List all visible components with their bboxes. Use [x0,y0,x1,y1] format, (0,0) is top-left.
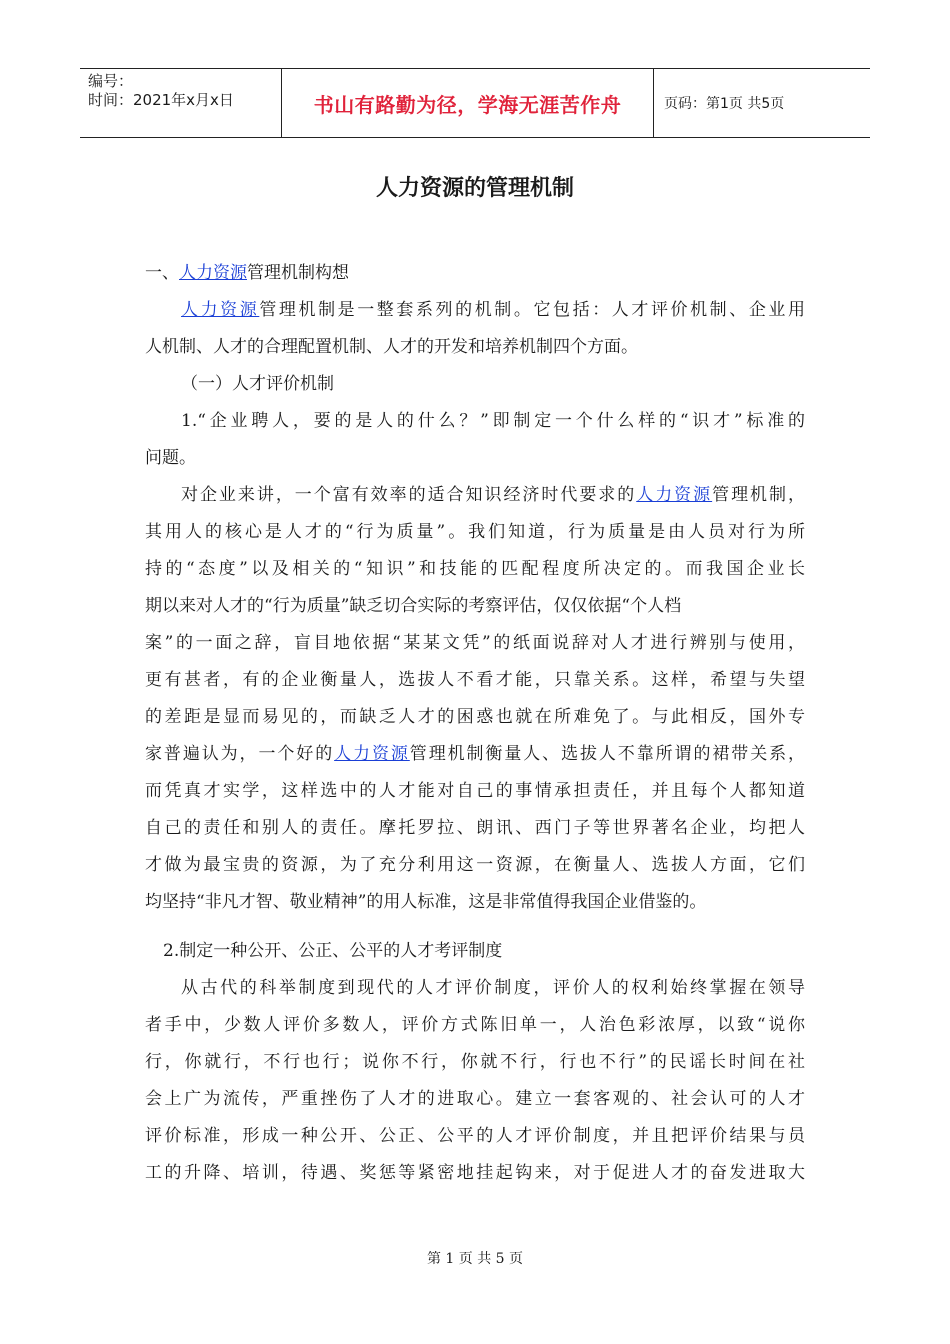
paragraph-line: 评价标准，形成一种公开、公正、公平的人才评价制度，并且把评价结果与员 [145,1126,805,1146]
paragraph-line: 工的升降、培训，待遇、奖惩等紧密地挂起钩来，对于促进人才的奋发进取大 [145,1163,805,1183]
hr-link[interactable]: 人力资源 [636,485,713,505]
text-span: 对企业来讲，一个富有效率的适合知识经济时代要求的 [181,485,637,505]
paragraph-line: 问题。 [145,448,196,468]
header-table [80,68,870,138]
text-span: 管理机制衡量人、选拔人不靠所谓的裙带关系， [409,744,806,764]
hr-link[interactable]: 人力资源 [181,300,260,320]
header-right-cell [654,69,870,137]
paragraph-line [145,477,805,514]
document-body [145,255,805,1192]
paragraph-line: 其用人的核心是人才的“行为质量”。我们知道，行为质量是由人员对行为所 [145,522,805,542]
motto: 书山有路勤为径，学海无涯苦作舟 [313,92,622,117]
serial-label: 编号： [88,72,134,90]
paragraph-line: 才做为最宝贵的资源，为了充分利用这一资源，在衡量人、选拔人方面，它们 [145,855,805,875]
section-heading [145,255,805,292]
paragraph-line: 更有甚者，有的企业衡量人，选拔人不看才能，只靠关系。这样，希望与失望 [145,670,805,690]
page-info: 页码：第1页 共5页 [664,96,785,112]
section-suffix: 管理机制构想 [247,263,349,283]
text-span: 管理机制是一整套系列的机制。它包括：人才评价机制、企业用 [259,300,806,320]
paragraph-line: 均坚持“非凡才智、敬业精神”的用人标准，这是非常值得我国企业借鉴的。 [145,892,707,912]
paragraph-line: 会上广为流传，严重挫伤了人才的进取心。建立一套客观的、社会认可的人才 [145,1089,805,1109]
paragraph-line: 期以来对人才的“行为质量”缺乏切合实际的考察评估，仅仅依据“个人档 [145,596,682,616]
paragraph-line: 而凭真才实学，这样选中的人才能对自己的事情承担责任，并且每个人都知道 [145,781,805,801]
document-title: 人力资源的管理机制 [375,176,574,201]
paragraph-line: 从古代的科举制度到现代的人才评价制度，评价人的权利始终掌握在领导 [181,978,805,998]
subheading: （一）人才评价机制 [181,374,334,394]
paragraph-line [145,736,805,773]
page-footer: 第 1 页 共 5 页 [426,1251,524,1267]
paragraph-line: 者手中，少数人评价多数人，评价方式陈旧单一，人治色彩浓厚，以致“说你 [145,1015,805,1035]
header-left-cell [80,69,282,137]
text-span: 管理机制， [712,485,805,505]
paragraph-line: 的差距是显而易见的，而缺乏人才的困惑也就在所难免了。与此相反，国外专 [145,707,805,727]
header-motto-cell [282,69,654,137]
paragraph-line: 人机制、人才的合理配置机制、人才的开发和培养机制四个方面。 [145,337,638,357]
paragraph-gap [145,921,805,933]
paragraph-line: 行，你就行，不行也行；说你不行，你就不行，行也不行”的民谣长时间在社 [145,1052,805,1072]
paragraph-line: 1.“企业聘人，要的是人的什么？”即制定一个什么样的“识才”标准的 [181,411,805,431]
paragraph-line: 案”的一面之辞，盲目地依据“某某文凭”的纸面说辞对人才进行辨别与使用， [145,633,805,653]
hr-link[interactable]: 人力资源 [334,744,410,764]
time-label: 时间：2021年x月x日 [88,91,234,109]
text-span: 家普遍认为，一个好的 [145,744,335,764]
hr-link[interactable]: 人力资源 [179,263,247,283]
section-prefix: 一、 [145,263,179,283]
subheading: 2.制定一种公开、公正、公平的人才考评制度 [163,941,503,961]
paragraph-line [145,292,805,329]
paragraph-line: 持的“态度”以及相关的“知识”和技能的匹配程度所决定的。而我国企业长 [145,559,805,579]
paragraph-line: 自己的责任和别人的责任。摩托罗拉、朗讯、西门子等世界著名企业，均把人 [145,818,805,838]
